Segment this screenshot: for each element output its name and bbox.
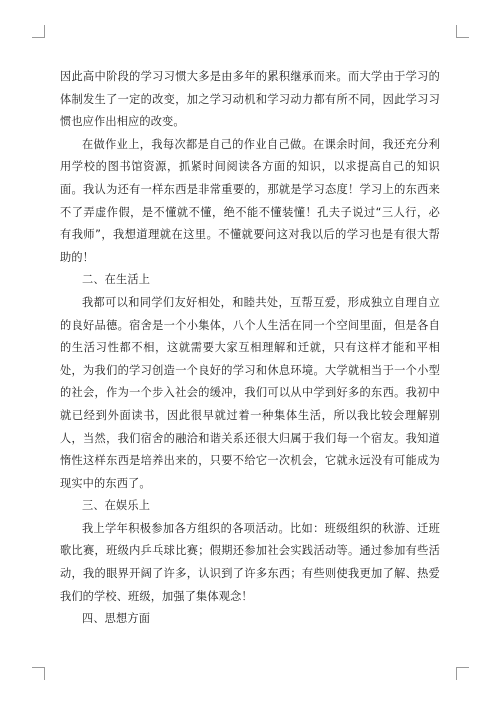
crop-mark-top-right (456, 25, 469, 38)
crop-mark-bottom-right (456, 667, 469, 680)
paragraph-homework: 在做作业上，我每次都是自己的作业自己做。在课余时间，我还充分利用学校的图书馆资源，抓紧时间阅读各方面的知识，以求提高自己的知识面。我认为还有一样东西是非常重要的，那就是学习态度！学习上的东西来不了弄虚作假，是不懂就不懂，绝不能不懂装懂！孔夫子说过“三人行，必有我师”，我想道理就在这里。不懂就要问这对我以后的学习也是有很大帮助的！ (60, 137, 440, 264)
paragraph-entertainment: 我上学年积极参加各方组织的各项活动。比如：班级组织的秋游、迁班歌比赛，班级内乒乓球比赛；假期还参加社会实践活动等。通过参加有些活动，我的眼界开阔了许多，认识到了许多东西；有些则使我更加了解、热爱我们的学校、班级，加强了集体观念！ (60, 521, 440, 603)
crop-mark-bottom-left (32, 667, 45, 680)
section-heading-thought: 四、思想方面 (82, 612, 151, 626)
section-heading-life: 二、在生活上 (82, 273, 151, 287)
crop-mark-top-left (32, 25, 45, 38)
paragraph-life: 我都可以和同学们友好相处，和睦共处，互帮互爱，形成独立自理自立的良好品德。宿舍是一个小集体，八个人生活在同一个空间里面，但是各自的生活习性都不相，这就需要大家互相理解和迁就，只有这样才能和平相处，为我们的学习创造一个良好的学习和休息环境。大学就相当于一个小型的社会，作为一个步入社会的缓冲，我们可以从中学到好多的东西。我初中就已经到外面读书，因此很早就过着一种集体生活，所以我比较会理解别人，当然，我们宿舍的融洽和谐关系还很大归属于我们每一个宿友。我知道惰性这样东西是培养出来的，只要不给它一次机会，它就永远没有可能成为现实中的东西了。 (60, 295, 440, 490)
section-heading-entertainment: 三、在娱乐上 (82, 499, 151, 513)
paragraph-study-habits: 因此高中阶段的学习习惯大多是由多年的累积继承而来。而大学由于学习的体制发生了一定的改变，加之学习动机和学习动力都有所不同，因此学习习惯也应作出相应的改变。 (60, 70, 440, 129)
document-page (60, 66, 440, 631)
